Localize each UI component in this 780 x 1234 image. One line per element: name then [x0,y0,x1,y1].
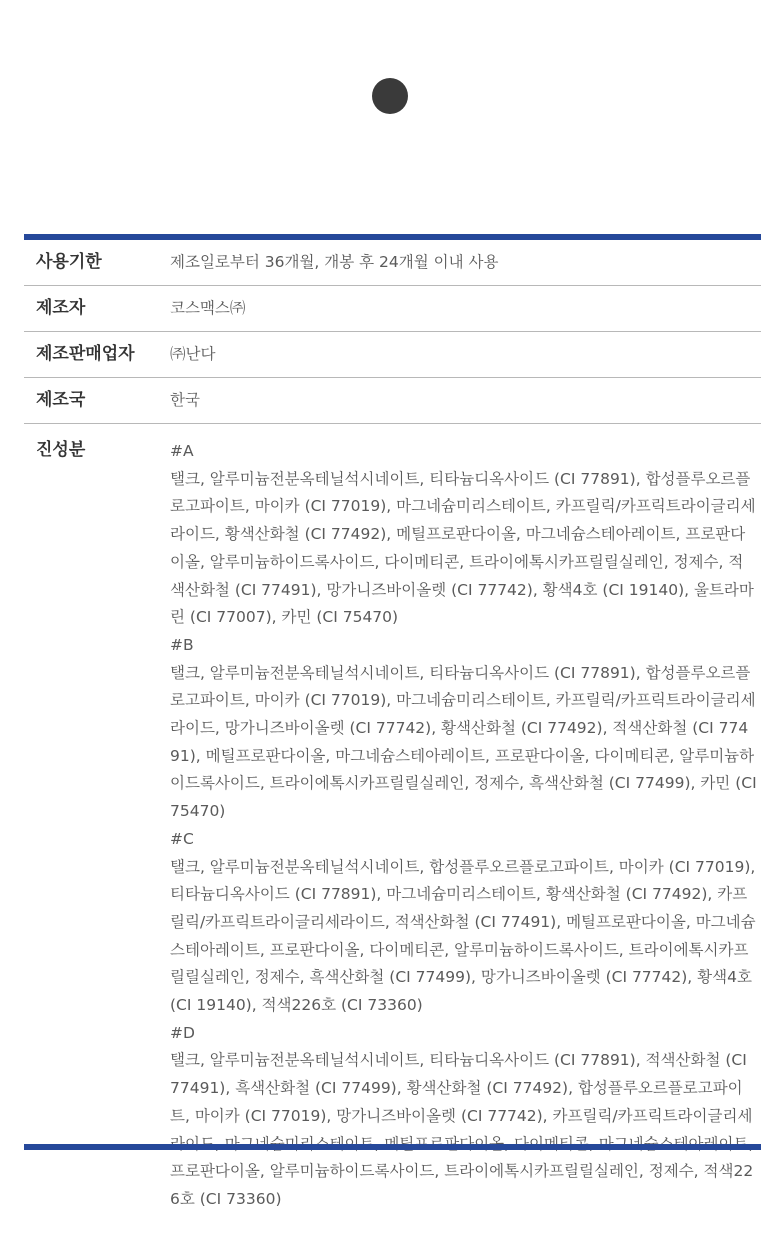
row-label-expiry: 사용기한 [36,252,102,272]
ingredients-list [170,438,761,1214]
ingredient-title-b: #B [170,635,194,654]
row-label-manufacturer: 제조자 [36,298,86,318]
row-value-manufacturer: 코스맥스㈜ [170,299,246,317]
row-expiry [24,240,761,286]
ingredient-text-b: 탤크, 알루미늄전분옥테닐석시네이트, 티타늄디옥사이드 (CI 77891), 합성플루오르플로고파이트, 마이카 (CI 77019), 마그네슘미리스테이트, 카프릴릭/카프릭트라이글리세라이드, 망가니즈바이올렛 (CI 77742), 황색산화철 (CI 77492), 적색산화철 (CI 77491), 메틸프로판다이올, 마그네슘스테아레이트, 프로판다이올, 다이메티콘, 알루미늄하이드록사이드, 트라이에톡시카프릴릴실레인, 정제수, 흑색산화철 (CI 77499), 카민 (CI 75470) [170,663,757,821]
row-country [24,378,761,424]
product-info-table [24,240,761,1234]
ingredient-title-a: #A [170,442,194,460]
bottom-accent-rule [24,1144,761,1150]
row-value-expiry: 제조일로부터 36개월, 개봉 후 24개월 이내 사용 [170,253,499,271]
row-label-ingredients: 진성분 [36,440,86,460]
ingredient-title-c: #C [170,829,194,848]
ingredient-block-c [170,826,757,1020]
row-value-country: 한국 [170,391,200,409]
row-value-distributor: ㈜난다 [170,345,216,363]
row-label-distributor: 제조판매업자 [36,344,135,364]
ingredient-block-d [170,1020,757,1214]
ingredient-block-b [170,632,757,826]
row-label-country: 제조국 [36,390,86,410]
ingredient-block-a [170,438,757,632]
row-distributor [24,332,761,378]
top-dot-marker [372,78,408,114]
row-ingredients [24,424,761,1234]
ingredient-text-c: 탤크, 알루미늄전분옥테닐석시네이트, 합성플루오르플로고파이트, 마이카 (CI 77019), 티타늄디옥사이드 (CI 77891), 마그네슘미리스테이트, 황색산화철 (CI 77492), 카프릴릭/카프릭트라이글리세라이드, 적색산화철 (CI 77491), 메틸프로판다이올, 마그네슘스테아레이트, 프로판다이올, 다이메티콘, 알루미늄하이드록사이드, 트라이에톡시카프릴릴실레인, 정제수, 흑색산화철 (CI 77499), 망가니즈바이올렛 (CI 77742), 황색4호 (CI 19140), 적색226호 (CI 73360) [170,857,756,1015]
row-manufacturer [24,286,761,332]
ingredient-text-d: 탤크, 알루미늄전분옥테닐석시네이트, 티타늄디옥사이드 (CI 77891), 적색산화철 (CI 77491), 흑색산화철 (CI 77499), 황색산화철 (CI 77492), 합성플루오르플로고파이트, 마이카 (CI 77019), 망가니즈바이올렛 (CI 77742), 카프릴릭/카프릭트라이글리세 프로판다이올, 알루미늄하이드록사이드, 트라이에톡시카프릴릴실레인, 정제수, 적색226호 (CI 73360) [170,1051,754,1208]
ingredient-text-a: 탤크, 알루미늄전분옥테닐석시네이트, 티타늄디옥사이드 (CI 77891), 합성플루오르플로고파이트, 마이카 (CI 77019), 마그네슘미리스테이트, 카프릴릭/카프릭트라이글리세라이드, 황색산화철 (CI 77492), 메틸프로판다이올, 마그네슘스테아레이트, 프로판다이올, 알루미늄하이드록사이드, 다이메티콘, 트라이에톡시카프릴릴실레인, 정제수, 적색산화철 (CI 77491), 망가니즈바이올렛 (CI 77742), 황색4호 (CI 19140), 울트라마린 (CI 77007), 카민 (CI 75470) [170,469,756,627]
ingredient-title-d: #D [170,1023,195,1042]
